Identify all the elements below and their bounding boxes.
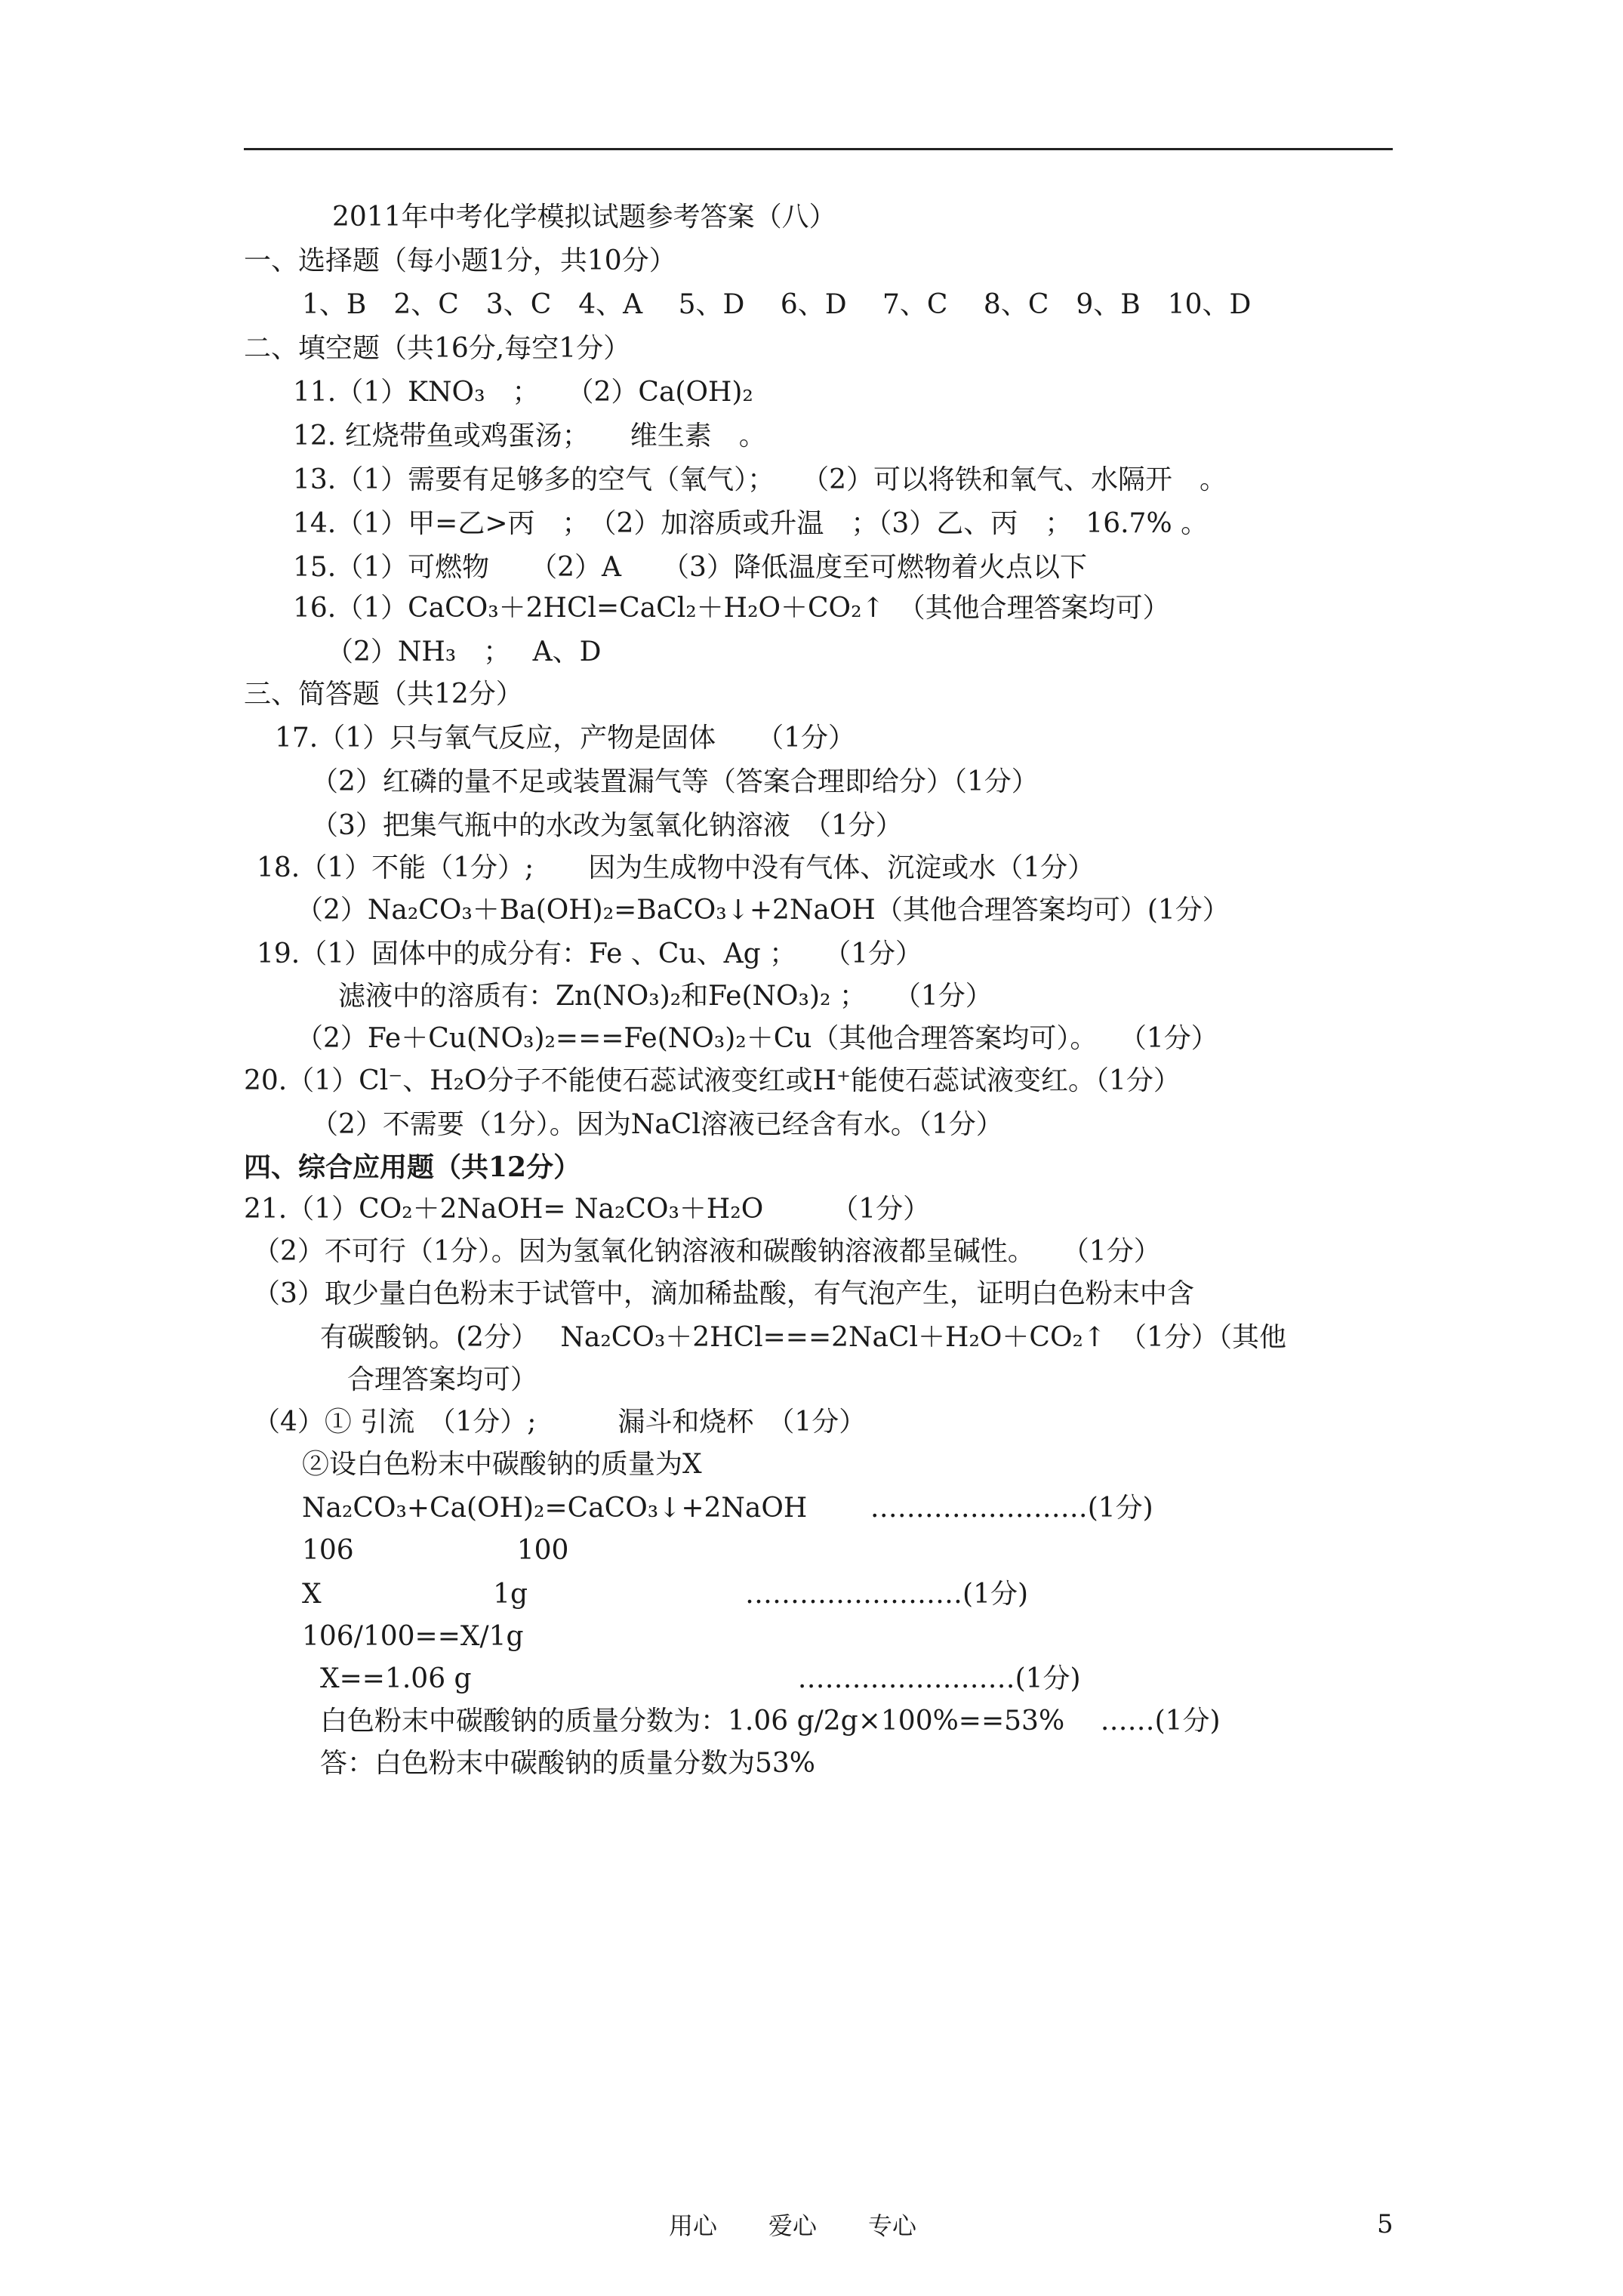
- answer-line: 16.（1）CaCO₃＋2HCl=CaCl₂＋H₂O＋CO₂↑ （其他合理答案均可）: [293, 593, 1170, 624]
- answer-line: 18.（1）不能（1分）; 因为生成物中没有气体、沉淀或水（1分）: [257, 852, 1095, 883]
- answer-line: 合理答案均可）: [347, 1364, 538, 1395]
- calc-line: 106/100==X/1g: [302, 1621, 524, 1652]
- answer-line: 21.（1）CO₂＋2NaOH= Na₂CO₃＋H₂O （1分）: [244, 1194, 931, 1225]
- answer-line: （2）Fe＋Cu(NO₃)₂===Fe(NO₃)₂＋Cu（其他合理答案均可）。 （1分）: [296, 1023, 1218, 1054]
- answer-line: （2）Na₂CO₃＋Ba(OH)₂=BaCO₃↓+2NaOH（其他合理答案均可）(1分）: [296, 895, 1230, 926]
- answer-line: 13.（1）需要有足够多的空气（氧气）； （2）可以将铁和氧气、水隔开 。: [293, 464, 1227, 495]
- answer-line: （4）① 引流 （1分）; 漏斗和烧杯 （1分）: [253, 1407, 867, 1438]
- answer-line: 11.（1）KNO₃ ； （2）Ca(OH)₂: [293, 377, 753, 408]
- answer-line: （3）取少量白色粉末于试管中，滴加稀盐酸，有气泡产生，证明白色粉末中含: [253, 1278, 1194, 1309]
- answer-line: 15.（1）可燃物 （2）A （3）降低温度至可燃物着火点以下: [293, 552, 1087, 583]
- footer-text-2: 爱心: [768, 2211, 818, 2240]
- footer-text-1: 用心: [669, 2211, 718, 2240]
- section-heading-4: 四、综合应用题（共12分）: [244, 1151, 581, 1183]
- answer-line: （2）不需要（1分）。因为NaCl溶液已经含有水。（1分）: [311, 1109, 1003, 1140]
- section-heading-2: 二、填空题（共16分,每空1分）: [244, 333, 631, 364]
- answer-line: 1、B 2、C 3、C 4、A 5、D 6、D 7、C 8、C 9、B 10、D: [302, 289, 1252, 320]
- answer-line: 19.（1）固体中的成分有：Fe 、Cu、Ag ； （1分）: [257, 938, 923, 969]
- calc-line: X==1.06 g ……………………(1分): [320, 1663, 1081, 1694]
- answer-line: ②设白色粉末中碳酸钠的质量为X: [302, 1449, 702, 1480]
- answer-line: 14.（1）甲=乙>丙 ； （2）加溶质或升温 ；（3）乙、丙 ； 16.7% 。: [293, 508, 1209, 539]
- answer-line: （3）把集气瓶中的水改为氢氧化钠溶液 （1分）: [311, 810, 903, 841]
- footer-text-3: 专心: [868, 2211, 917, 2240]
- answer-line: 17.（1）只与氧气反应，产物是固体 （1分）: [275, 723, 856, 754]
- answer-line: 12. 红烧带鱼或鸡蛋汤； 维生素 。: [293, 421, 766, 451]
- calc-line: X 1g ……………………(1分): [302, 1579, 1029, 1610]
- answer-line: 有碳酸钠。(2分） Na₂CO₃＋2HCl===2NaCl＋H₂O＋CO₂↑ （1分）（其他: [320, 1322, 1286, 1353]
- page-number: 5: [1377, 2209, 1394, 2239]
- calc-line: 106 100: [302, 1535, 569, 1566]
- section-heading-1: 一、选择题（每小题1分，共10分）: [244, 245, 676, 276]
- calc-line: 白色粉末中碳酸钠的质量分数为：1.06 g/2g×100%==53% ……(1分): [320, 1706, 1221, 1737]
- answer-line: （2）红磷的量不足或装置漏气等（答案合理即给分）（1分）: [311, 766, 1039, 797]
- header-rule: [244, 148, 1393, 150]
- page-title: 2011年中考化学模拟试题参考答案（八）: [332, 202, 836, 233]
- calc-line: Na₂CO₃+Ca(OH)₂=CaCO₃↓+2NaOH ……………………(1分): [302, 1493, 1153, 1524]
- answer-line: （2）NH₃ ； A、D: [326, 636, 602, 667]
- answer-line: 滤液中的溶质有：Zn(NO₃)₂和Fe(NO₃)₂ ； （1分）: [338, 981, 993, 1012]
- final-answer-line: 答：白色粉末中碳酸钠的质量分数为53%: [320, 1748, 816, 1779]
- section-heading-3: 三、简答题（共12分）: [244, 679, 523, 710]
- answer-line: 20.（1）Cl⁻、H₂O分子不能使石蕊试液变红或H⁺能使石蕊试液变红。（1分）: [244, 1065, 1181, 1096]
- answer-line: （2）不可行（1分）。因为氢氧化钠溶液和碳酸钠溶液都呈碱性。 （1分）: [253, 1236, 1161, 1267]
